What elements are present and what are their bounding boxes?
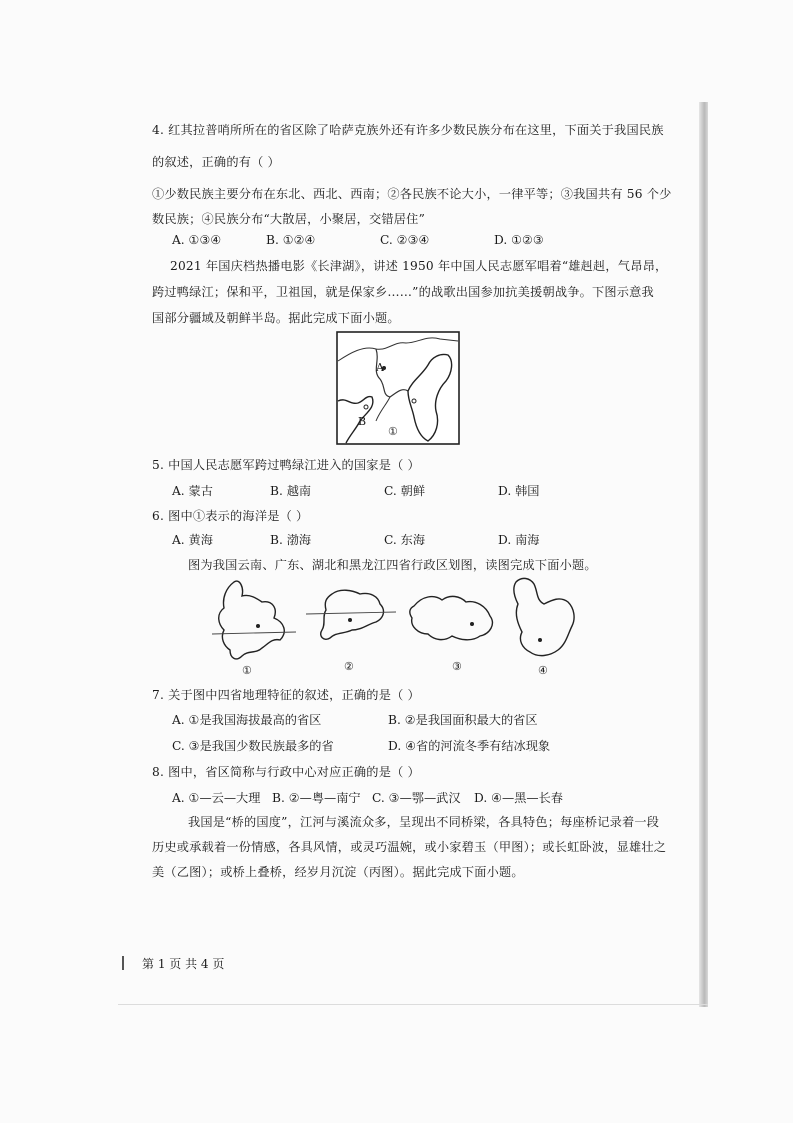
q8-option-d: D. ④—黑—长春 [474, 791, 563, 805]
q7-stem: 7. 关于图中四省地理特征的叙述，正确的是（ ） [152, 688, 420, 702]
q4-option-c: C. ②③④ [380, 233, 430, 247]
province-label-1: ① [242, 664, 252, 677]
map-label-1: ① [388, 425, 398, 438]
passage3-line1: 我国是“桥的国度”，江河与溪流众多，呈现出不同桥梁，各具特色；每座桥记录着一段 [188, 815, 660, 829]
q8-option-b: B. ②—粤—南宁 [272, 791, 361, 805]
passage2-line1: 图为我国云南、广东、湖北和黑龙江四省行政区划图，读图完成下面小题。 [188, 558, 597, 572]
page-number: 第 1 页 共 4 页 [142, 957, 225, 971]
q4-option-b: B. ①②④ [266, 233, 316, 247]
heilongjiang-map [508, 574, 580, 677]
q6-option-a: A. 黄海 [172, 533, 213, 547]
q7-option-c: C. ③是我国少数民族最多的省 [172, 739, 334, 753]
q8-stem: 8. 图中，省区简称与行政中心对应正确的是（ ） [152, 765, 420, 779]
yunnan-map [212, 578, 296, 677]
q7-option-b: B. ②是我国面积最大的省区 [388, 713, 538, 727]
q5-option-a: A. 蒙古 [172, 484, 213, 498]
q8-option-c: C. ③—鄂—武汉 [372, 791, 461, 805]
q4-line3: ①少数民族主要分布在东北、西北、西南；②各民族不论大小，一律平等；③我国共有 56 个少 [152, 187, 672, 201]
q5-option-b: B. 越南 [270, 484, 312, 498]
q7-option-d: D. ④省的河流冬季有结冰现象 [388, 739, 551, 753]
guangdong-map [306, 586, 396, 673]
q5-option-c: C. 朝鲜 [384, 484, 426, 498]
q8-option-a: A. ①—云—大理 [172, 791, 261, 805]
map-label-a: A [376, 361, 384, 374]
province-label-4: ④ [538, 664, 548, 677]
paper-edge-shadow [699, 102, 708, 1007]
q6-stem: 6. 图中①表示的海洋是（ ） [152, 509, 309, 523]
q5-stem: 5. 中国人民志愿军跨过鸭绿江进入的国家是（ ） [152, 458, 420, 472]
hubei-map [406, 590, 498, 673]
q4-line2: 的叙述，正确的有（ ） [152, 155, 280, 169]
q4-line1: 4. 红其拉普哨所所在的省区除了哈萨克族外还有许多少数民族分布在这里，下面关于我国民族 [152, 123, 664, 137]
q7-option-a: A. ①是我国海拔最高的省区 [172, 713, 322, 727]
q5-option-d: D. 韩国 [498, 484, 540, 498]
passage3-line3: 美（乙图）；或桥上叠桥，经岁月沉淀（丙图）。据此完成下面小题。 [152, 865, 524, 879]
page-bottom-edge [118, 1004, 708, 1005]
q6-option-c: C. 东海 [384, 533, 426, 547]
q4-option-a: A. ①③④ [172, 233, 222, 247]
province-label-2: ② [344, 660, 354, 673]
footer-mark [122, 956, 124, 970]
map-label-b: B [358, 415, 367, 428]
passage1-line3: 国部分疆域及朝鲜半岛。据此完成下面小题。 [152, 311, 400, 325]
q4-option-d: D. ①②③ [494, 233, 544, 247]
passage3-line2: 历史或承载着一份情感，各具风情，或灵巧温婉，或小家碧玉（甲图）；或长虹卧波，显雄壮之 [152, 840, 667, 854]
q6-option-b: B. 渤海 [270, 533, 312, 547]
passage1-line1: 2021 年国庆档热播电影《长津湖》，讲述 1950 年中国人民志愿军唱着“雄赳赳，气昂昂， [170, 259, 668, 273]
passage1-line2: 跨过鸭绿江；保和平，卫祖国，就是保家乡……”的战歌出国参加抗美援朝战争。下图示意我 [152, 285, 654, 299]
q6-option-d: D. 南海 [498, 533, 540, 547]
q4-line4: 数民族；④民族分布“大散居，小聚居，交错居住” [152, 212, 425, 226]
korea-peninsula-map [336, 331, 460, 445]
province-label-3: ③ [452, 660, 462, 673]
